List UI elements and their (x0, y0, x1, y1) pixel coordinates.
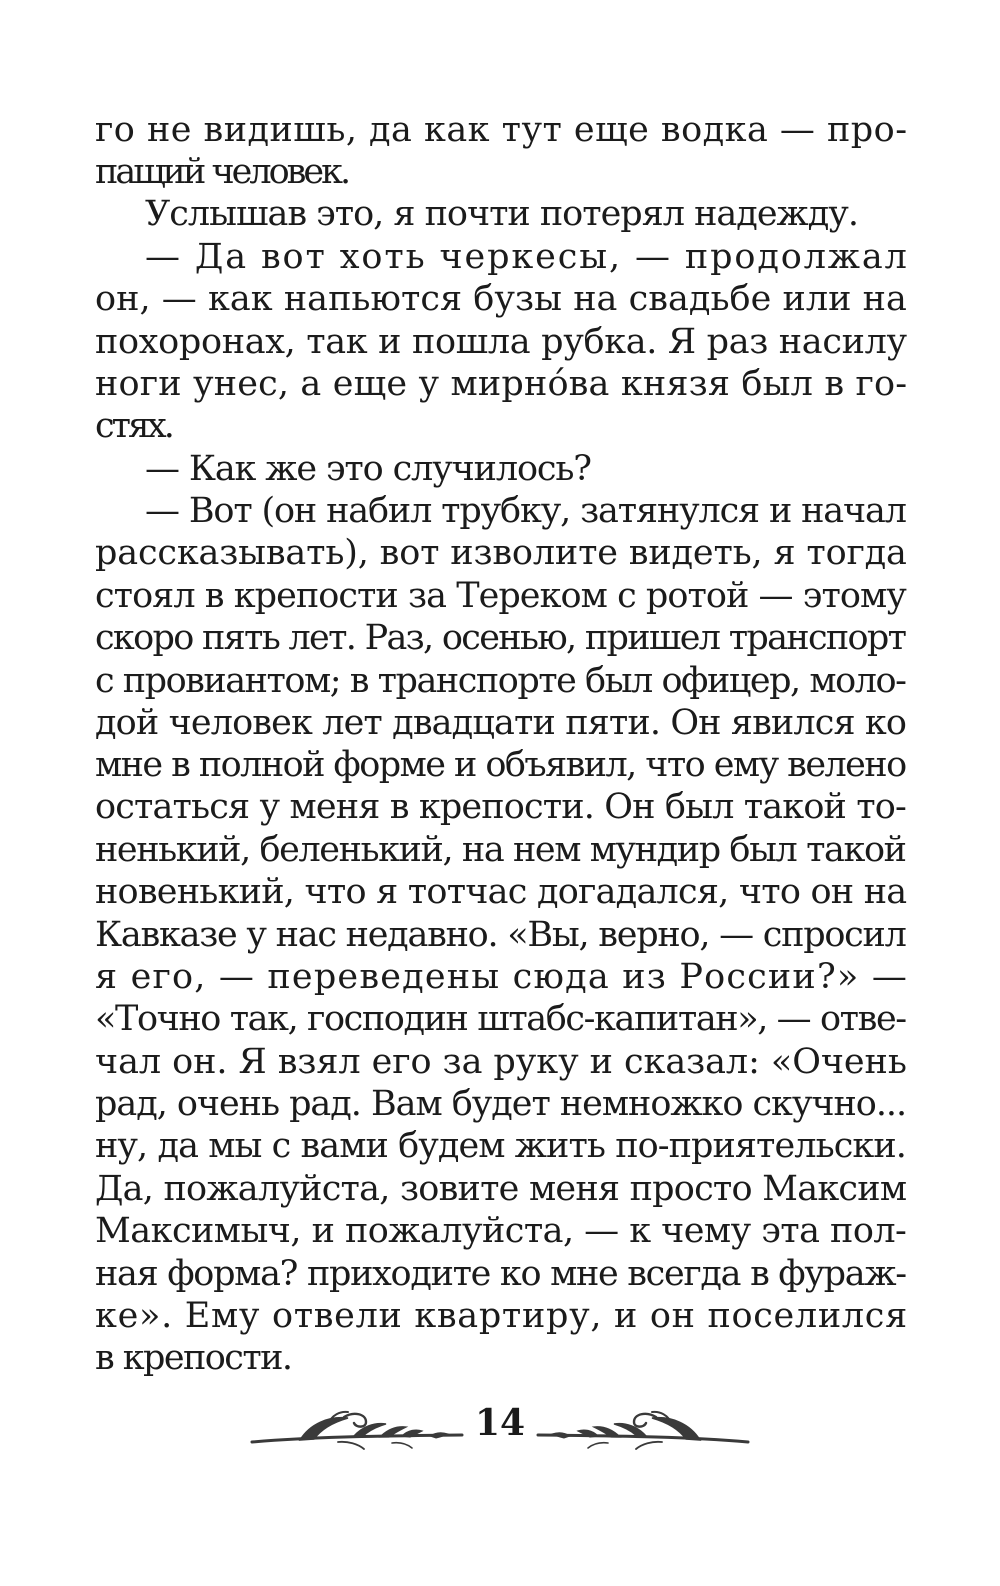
text-line-27: Максимыч, и пожалуйста, — к чему эта пол- (95, 1211, 907, 1251)
text-line-30: в крепости. (95, 1338, 292, 1378)
text-line-3: Услышав это, я почти потерял надежду. (145, 194, 858, 234)
text-line-13: скоро пять лет. Раз, осенью, пришел транспорт (95, 618, 906, 658)
text-line-10: — Вот (он набил трубку, затянулся и начал (145, 491, 906, 531)
text-line-6: похоронах, так и пошла рубка. Я раз насилу (95, 322, 907, 362)
text-line-25: ну, да мы с вами будем жить по-приятельски. (95, 1126, 906, 1166)
text-line-8: стях. (95, 406, 172, 446)
text-line-5: он, — как напьются бузы на свадьбе или на (95, 279, 907, 319)
text-line-16: мне в полной форме и объявил, что ему велено (95, 745, 906, 785)
text-line-7: ноги унес, а еще у мирнóва князя был в го- (95, 364, 908, 404)
text-line-22: «Точно так, господин штабс-капитан», — отве- (95, 999, 906, 1039)
page-number: 14 (474, 1402, 526, 1444)
text-line-12: стоял в крепости за Тереком с ротой — этому (95, 576, 906, 616)
text-line-4: — Да вот хоть черкесы, — продолжал (145, 237, 909, 277)
text-line-19: новенький, что я тотчас догадался, что он на (95, 872, 907, 912)
text-line-18: ненький, беленький, на нем мундир был такой (95, 830, 906, 870)
text-line-2: пащий человек. (95, 152, 349, 192)
text-line-11: рассказывать), вот изволите видеть, я тогда (95, 533, 907, 573)
text-line-20: Кавказе у нас недавно. «Вы, верно, — спросил (95, 915, 906, 955)
text-line-9: — Как же это случилось? (145, 449, 591, 489)
text-line-21: я его, — переведены сюда из России?» — (95, 957, 909, 997)
text-line-14: с провиантом; в транспорте был офицер, моло- (95, 661, 906, 701)
text-line-29: ке». Ему отвели квартиру, и он поселился (95, 1296, 908, 1336)
text-line-15: дой человек лет двадцати пяти. Он явился ко (95, 703, 907, 743)
text-line-26: Да, пожалуйста, зовите меня просто Максим (95, 1169, 907, 1209)
text-line-23: чал он. Я взял его за руку и сказал: «Очень (95, 1042, 907, 1082)
text-line-17: остаться у меня в крепости. Он был такой то- (95, 787, 907, 827)
text-line-1: го не видишь, да как тут еще водка — про- (95, 110, 908, 150)
text-line-24: рад, очень рад. Вам будет немножко скучно... (95, 1084, 907, 1124)
text-line-28: ная форма? приходите ко мне всегда в фураж- (95, 1254, 906, 1294)
